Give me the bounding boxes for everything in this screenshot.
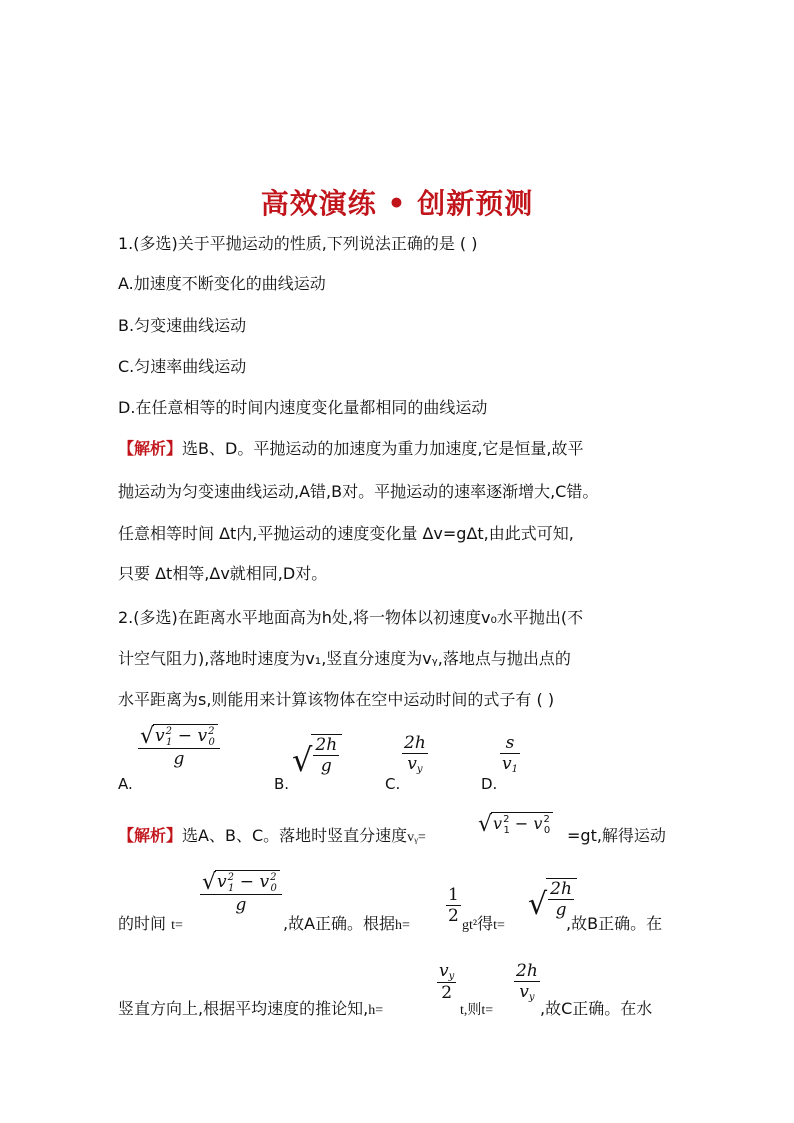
q1-analysis-text: 选B、D。平抛运动的加速度为重力加速度,它是恒量,故平 — [182, 439, 584, 458]
q2-analysis-text: ,故C正确。在水 — [540, 999, 653, 1018]
q1-analysis-line: 抛运动为匀变速曲线运动,A错,B对。平抛运动的速率逐渐增大,C错。 — [118, 482, 599, 501]
q2-analysis-time-fraction: √ $v^2_1 - v^2_0$ g — [200, 870, 282, 915]
q2-option-b-formula: √ $\frac{2h}{g}$ — [292, 734, 342, 776]
q1-analysis-line: 只要 Δt相等,Δv就相同,D对。 — [118, 564, 328, 583]
q1-option-d: D.在任意相等的时间内速度变化量都相同的曲线运动 — [118, 398, 488, 417]
q2-analysis-line: 竖直方向上,根据平均速度的推论知,h= — [118, 999, 384, 1018]
q2-option-d-formula: $\frac{s}{v_1}$ — [502, 733, 518, 775]
q1-option-a: A.加速度不断变化的曲线运动 — [118, 274, 326, 293]
q2-analysis-text: ,故A正确。根据h= — [283, 914, 410, 933]
q2-stem-line: 水平距离为s,则能用来计算该物体在空中运动时间的式子有 ( ) — [118, 690, 555, 709]
q2-analysis-vy-half-fraction: $\frac{v_y}{2}$ — [439, 961, 455, 1003]
q1-option-b: B.匀变速曲线运动 — [118, 316, 247, 335]
q2-analysis-sqrt-fraction: √ $\frac{2h}{g}$ — [528, 878, 577, 920]
analysis-tag: 【解析】 — [118, 439, 183, 458]
q2-option-d-label: D. — [481, 775, 498, 793]
q2-analysis-half-fraction: $\frac{1}{2}$ — [448, 885, 459, 926]
analysis-tag: 【解析】 — [118, 826, 183, 845]
q2-option-a-formula: √ $v^2_1 - v^2_0$ g — [138, 724, 220, 769]
q1-analysis-line: 任意相等时间 Δt内,平抛运动的速度变化量 Δv=gΔt,由此式可知, — [118, 524, 574, 543]
q2-analysis-text: ,故B正确。在 — [566, 914, 663, 933]
q1-option-c: C.匀速率曲线运动 — [118, 357, 247, 376]
q1-analysis-line — [118, 441, 584, 457]
q2-analysis-text: t,则t= — [460, 1003, 494, 1018]
q2-option-a-label: A. — [118, 775, 133, 793]
page-title: 高效演练 • 创新预测 — [260, 187, 534, 220]
q2-analysis-text: gt²得t= — [462, 914, 505, 933]
q2-analysis-line: 的时间 t= — [118, 914, 183, 933]
q1-stem: 1.(多选)关于平抛运动的性质,下列说法正确的是 ( ) — [118, 234, 478, 253]
q2-analysis-time-vy-fraction: $\frac{2h}{v_y}$ — [516, 961, 538, 1003]
q2-analysis-line: 【解析】选A、B、C。落地时竖直分速度vᵧ= — [118, 826, 426, 845]
q2-stem-line: 2.(多选)在距离水平地面高为h处,将一物体以初速度v₀水平抛出(不 — [118, 608, 584, 627]
q2-option-c-formula: $\frac{2h}{v_y}$ — [404, 733, 426, 775]
q2-option-b-label: B. — [274, 775, 290, 793]
q2-analysis-text: =gt,解得运动 — [567, 826, 666, 845]
q2-analysis-radical: √ $v^2_1 - v^2_0$ — [478, 812, 553, 836]
q2-stem-line: 计空气阻力),落地时速度为v₁,竖直分速度为vᵧ,落地点与抛出点的 — [118, 649, 571, 668]
q2-option-c-label: C. — [385, 775, 401, 793]
